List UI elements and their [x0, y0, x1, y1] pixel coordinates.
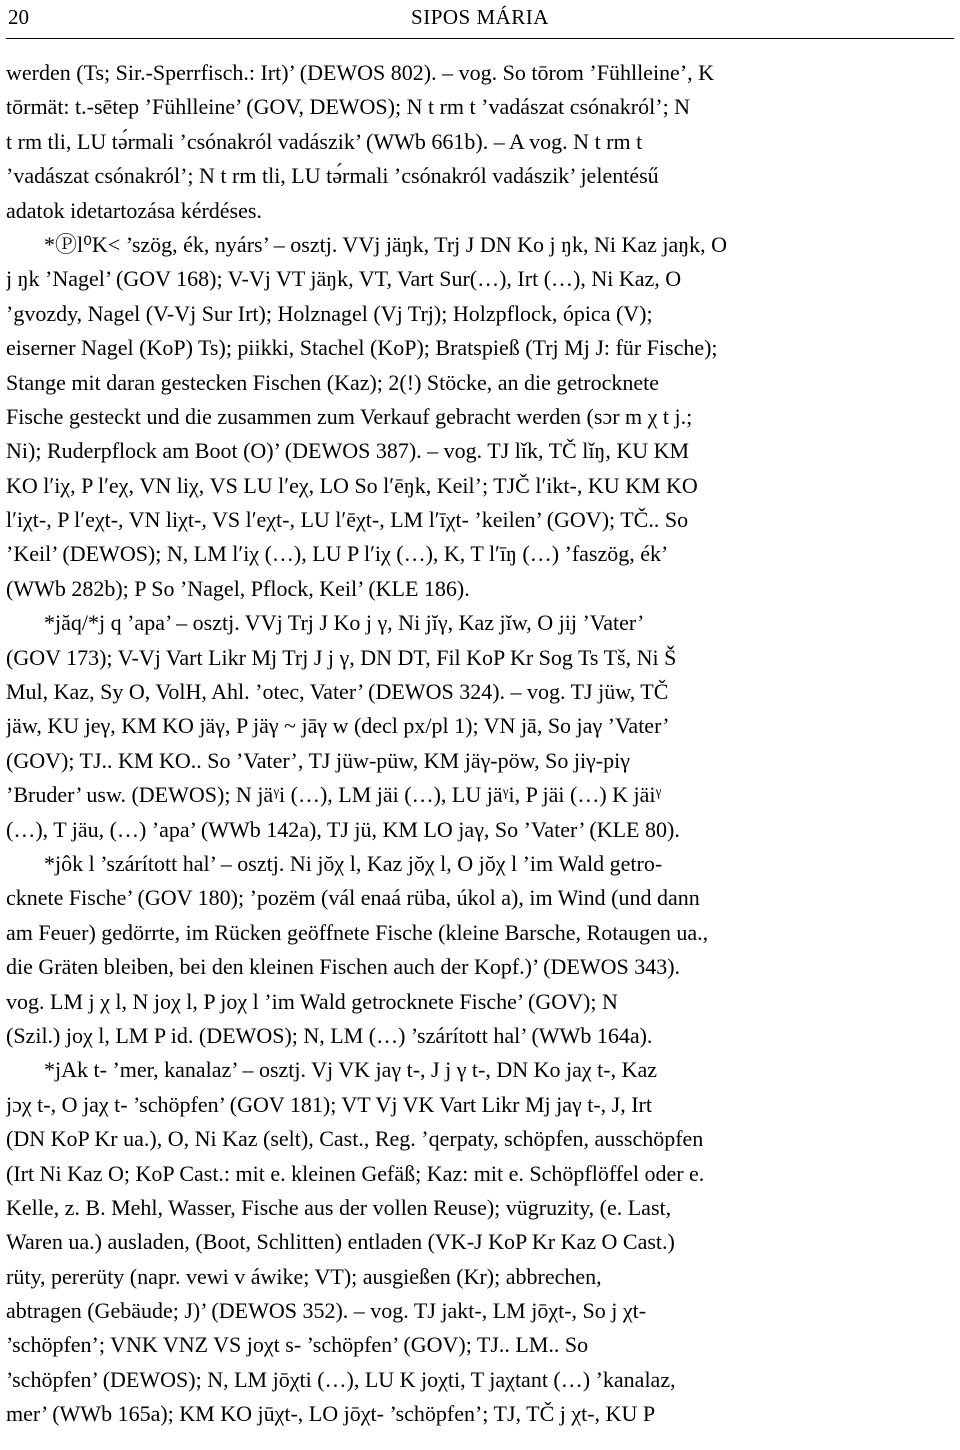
text-line-content: (Szil.) joχ l, LM P id. (DEWOS); N, LM (…) ’szárított hal’ (WWb 164a). — [6, 1022, 653, 1048]
text-line — [6, 1363, 954, 1397]
text-line-content: *jAk t- ’mer, kanalaz’ – osztj. Vj VK jaγ t-, J j γ t-, DN Ko jaχ t-, Kaz — [44, 1057, 658, 1083]
text-line — [6, 331, 954, 365]
page-header — [6, 0, 954, 39]
text-line-content: jäw, KU jeγ, KM KO jäγ, P jäγ ~ jāγ w (decl px/pl 1); VN jā, So jaγ ’Vater’ — [6, 713, 670, 739]
body-text — [6, 56, 954, 1432]
text-line-content: lʹiχt-, P lʹeχt-, VN liχt-, VS lʹeχt-, LU lʹēχt-, LM lʹīχt- ’keilen’ (GOV); TČ.. So — [6, 507, 689, 533]
text-line — [6, 709, 954, 743]
text-line-content: tōrmät: t.-sētep ’Fühlleine’ (GOV, DEWOS); N t rm t ’vadászat csónakról’; N — [6, 94, 691, 120]
text-line-content: (…), T jäu, (…) ’apa’ (WWb 142a), TJ jü, KM LO jaγ, So ’Vater’ (KLE 80). — [6, 816, 680, 842]
text-line — [6, 1328, 954, 1362]
text-line-content: jɔχ t-, O jaχ t- ’schöpfen’ (GOV 181); VT Vj VK Vart Likr Mj jaγ t-, J, Irt — [6, 1091, 652, 1117]
text-line-content: ’schöpfen’; VNK VNZ VS joχt s- ’schöpfen’ (GOV); TJ.. LM.. So — [6, 1332, 589, 1358]
text-line — [6, 675, 954, 709]
text-line-content: die Gräten bleiben, bei den kleinen Fischen auch der Kopf.)’ (DEWOS 343). — [6, 954, 681, 980]
text-line — [6, 1260, 954, 1294]
text-line-content: Mul, Kaz, Sy O, VolH, Ahl. ’otec, Vater’ (DEWOS 324). – vog. TJ jüw, TČ — [6, 679, 669, 705]
running-head: SIPOS MÁRIA — [411, 5, 549, 29]
text-line-content: cknete Fische’ (GOV 180); ’pozëm (vál enaá rüba, úkol a), im Wind (und dann — [6, 885, 700, 911]
text-line — [6, 366, 954, 400]
text-line — [6, 916, 954, 950]
text-line — [6, 985, 954, 1019]
text-line-content: t rm tli, LU tǝ́rmali ’csónakról vadászik’ (WWb 661b). – A vog. N t rm t — [6, 128, 643, 154]
text-line — [6, 813, 954, 847]
text-line — [6, 537, 954, 571]
text-line-content: ’Bruder’ usw. (DEWOS); N jäᵞi (…), LM jäi (…), LU jäᵞi, P jäi (…) K jäiᵞ — [6, 782, 662, 808]
text-line — [6, 1294, 954, 1328]
text-line — [6, 641, 954, 675]
text-line — [6, 262, 954, 296]
text-line-content: werden (Ts; Sir.-Sperrfisch.: Irt)’ (DEWOS 802). – vog. So tōrom ’Fühlleine’, K — [6, 60, 715, 85]
text-line-content: *jăq/*j q ’apa’ – osztj. VVj Trj J Ko j γ, Ni jĭγ, Kaz jĭw, O jij ’Vater’ — [44, 610, 645, 636]
text-line — [6, 159, 954, 193]
text-line-content: adatok idetartozása kérdéses. — [6, 197, 262, 223]
text-line — [6, 778, 954, 812]
entry-heading-line — [6, 1053, 954, 1087]
text-line — [6, 194, 954, 228]
text-line-content: j ŋk ’Nagel’ (GOV 168); V-Vj VT jäŋk, VT, Vart Sur(…), Irt (…), Ni Kaz, O — [6, 266, 682, 292]
text-line-content: Kelle, z. B. Mehl, Wasser, Fische aus der vollen Reuse); vügruzity, (e. Last, — [6, 1194, 672, 1220]
text-line — [6, 744, 954, 778]
text-line — [6, 469, 954, 503]
text-line-content: (GOV); TJ.. KM KO.. So ’Vater’, TJ jüw-püw, KM jäγ-pöw, So jiγ-piγ — [6, 747, 630, 773]
text-line — [6, 1225, 954, 1259]
entry-heading-line — [6, 228, 954, 262]
text-line-content: rüty, pererüty (napr. vewi v áwike; VT); ausgießen (Kr); abbrechen, — [6, 1263, 602, 1289]
text-line-content: mer’ (WWb 165a); KM KO jūχt-, LO jōχt- ’schöpfen’; TJ, TČ j χt-, KU P — [6, 1401, 656, 1427]
text-line-content: ’schöpfen’ (DEWOS); N, LM jōχti (…), LU K joχti, T jaχtant (…) ’kanalaz, — [6, 1366, 676, 1392]
text-line — [6, 297, 954, 331]
text-line-content: (WWb 282b); P So ’Nagel, Pflock, Keil’ (KLE 186). — [6, 575, 470, 601]
text-line-content: *Ⓟl⁰K< ’szög, ék, nyárs’ – osztj. VVj jäŋk, Trj J DN Ko j ŋk, Ni Kaz jaŋk, O — [44, 231, 728, 257]
text-line — [6, 1157, 954, 1191]
text-line — [6, 125, 954, 159]
text-line-content: KO lʹiχ, P lʹeχ, VN liχ, VS LU lʹeχ, LO So lʹēŋk, Keil’; TJČ lʹikt-, KU KM KO — [6, 472, 698, 498]
text-line-content: Stange mit daran gestecken Fischen (Kaz); 2(!) Stöcke, an die getrocknete — [6, 369, 660, 395]
text-line — [6, 1019, 954, 1053]
text-line — [6, 1191, 954, 1225]
text-line — [6, 1088, 954, 1122]
text-line-content: eiserner Nagel (KoP) Ts); piikki, Stachel (KoP); Bratspieß (Trj Mj J: für Fische); — [6, 335, 718, 361]
text-line-content: ’vadászat csónakról’; N t rm tli, LU tǝ́rmali ’csónakról vadászik’ jelentésű — [6, 163, 659, 189]
text-line-content: *jôk l ’szárított hal’ – osztj. Ni jŏχ l, Kaz jŏχ l, O jŏχ l ’im Wald getro- — [44, 850, 663, 876]
text-line-content: Ni); Ruderpflock am Boot (O)’ (DEWOS 387). – vog. TJ lǐk, TČ lǐŋ, KU KM — [6, 438, 690, 464]
text-line-content: Fische gesteckt und die zusammen zum Verkauf gebracht werden (sɔr m χ t j.; — [6, 403, 693, 429]
text-line-content: abtragen (Gebäude; J)’ (DEWOS 352). – vog. TJ jakt-, LM jōχt-, So j χt- — [6, 1298, 647, 1324]
entry-heading-line — [6, 847, 954, 881]
text-line — [6, 56, 954, 90]
text-line-content: (Irt Ni Kaz O; KoP Cast.: mit e. kleinen Gefäß; Kaz: mit e. Schöpflöffel oder e. — [6, 1160, 705, 1186]
text-line — [6, 434, 954, 468]
text-line-content: vog. LM j χ l, N joχ l, P joχ l ’im Wald getrocknete Fische’ (GOV); N — [6, 988, 618, 1014]
text-line-content: (DN KoP Kr ua.), O, Ni Kaz (selt), Cast., Reg. ’qerpaty, schöpfen, ausschöpfen — [6, 1126, 704, 1152]
text-line-content: ’gvozdy, Nagel (V-Vj Sur Irt); Holznagel (Vj Trj); Holzpflock, ópica (V); — [6, 300, 653, 326]
text-line — [6, 503, 954, 537]
text-line-content: Waren ua.) ausladen, (Boot, Schlitten) entladen (VK-J KoP Kr Kaz O Cast.) — [6, 1229, 675, 1255]
entry-heading-line — [6, 606, 954, 640]
text-line — [6, 1122, 954, 1156]
text-line — [6, 1397, 954, 1431]
text-line — [6, 400, 954, 434]
text-line — [6, 950, 954, 984]
text-line-content: (GOV 173); V-Vj Vart Likr Mj Trj J j γ, DN DT, Fil KoP Kr Sog Ts Tš, Ni Š — [6, 644, 677, 670]
text-line — [6, 881, 954, 915]
text-line-content: am Feuer) gedörrte, im Rücken geöffnete Fische (kleine Barsche, Rotaugen ua., — [6, 919, 709, 945]
text-line-content: ’Keil’ (DEWOS); N, LM lʹiχ (…), LU P lʹiχ (…), K, T lʹīŋ (…) ’faszög, ék’ — [6, 541, 669, 567]
text-line — [6, 572, 954, 606]
page-number: 20 — [8, 5, 29, 29]
text-line — [6, 90, 954, 124]
